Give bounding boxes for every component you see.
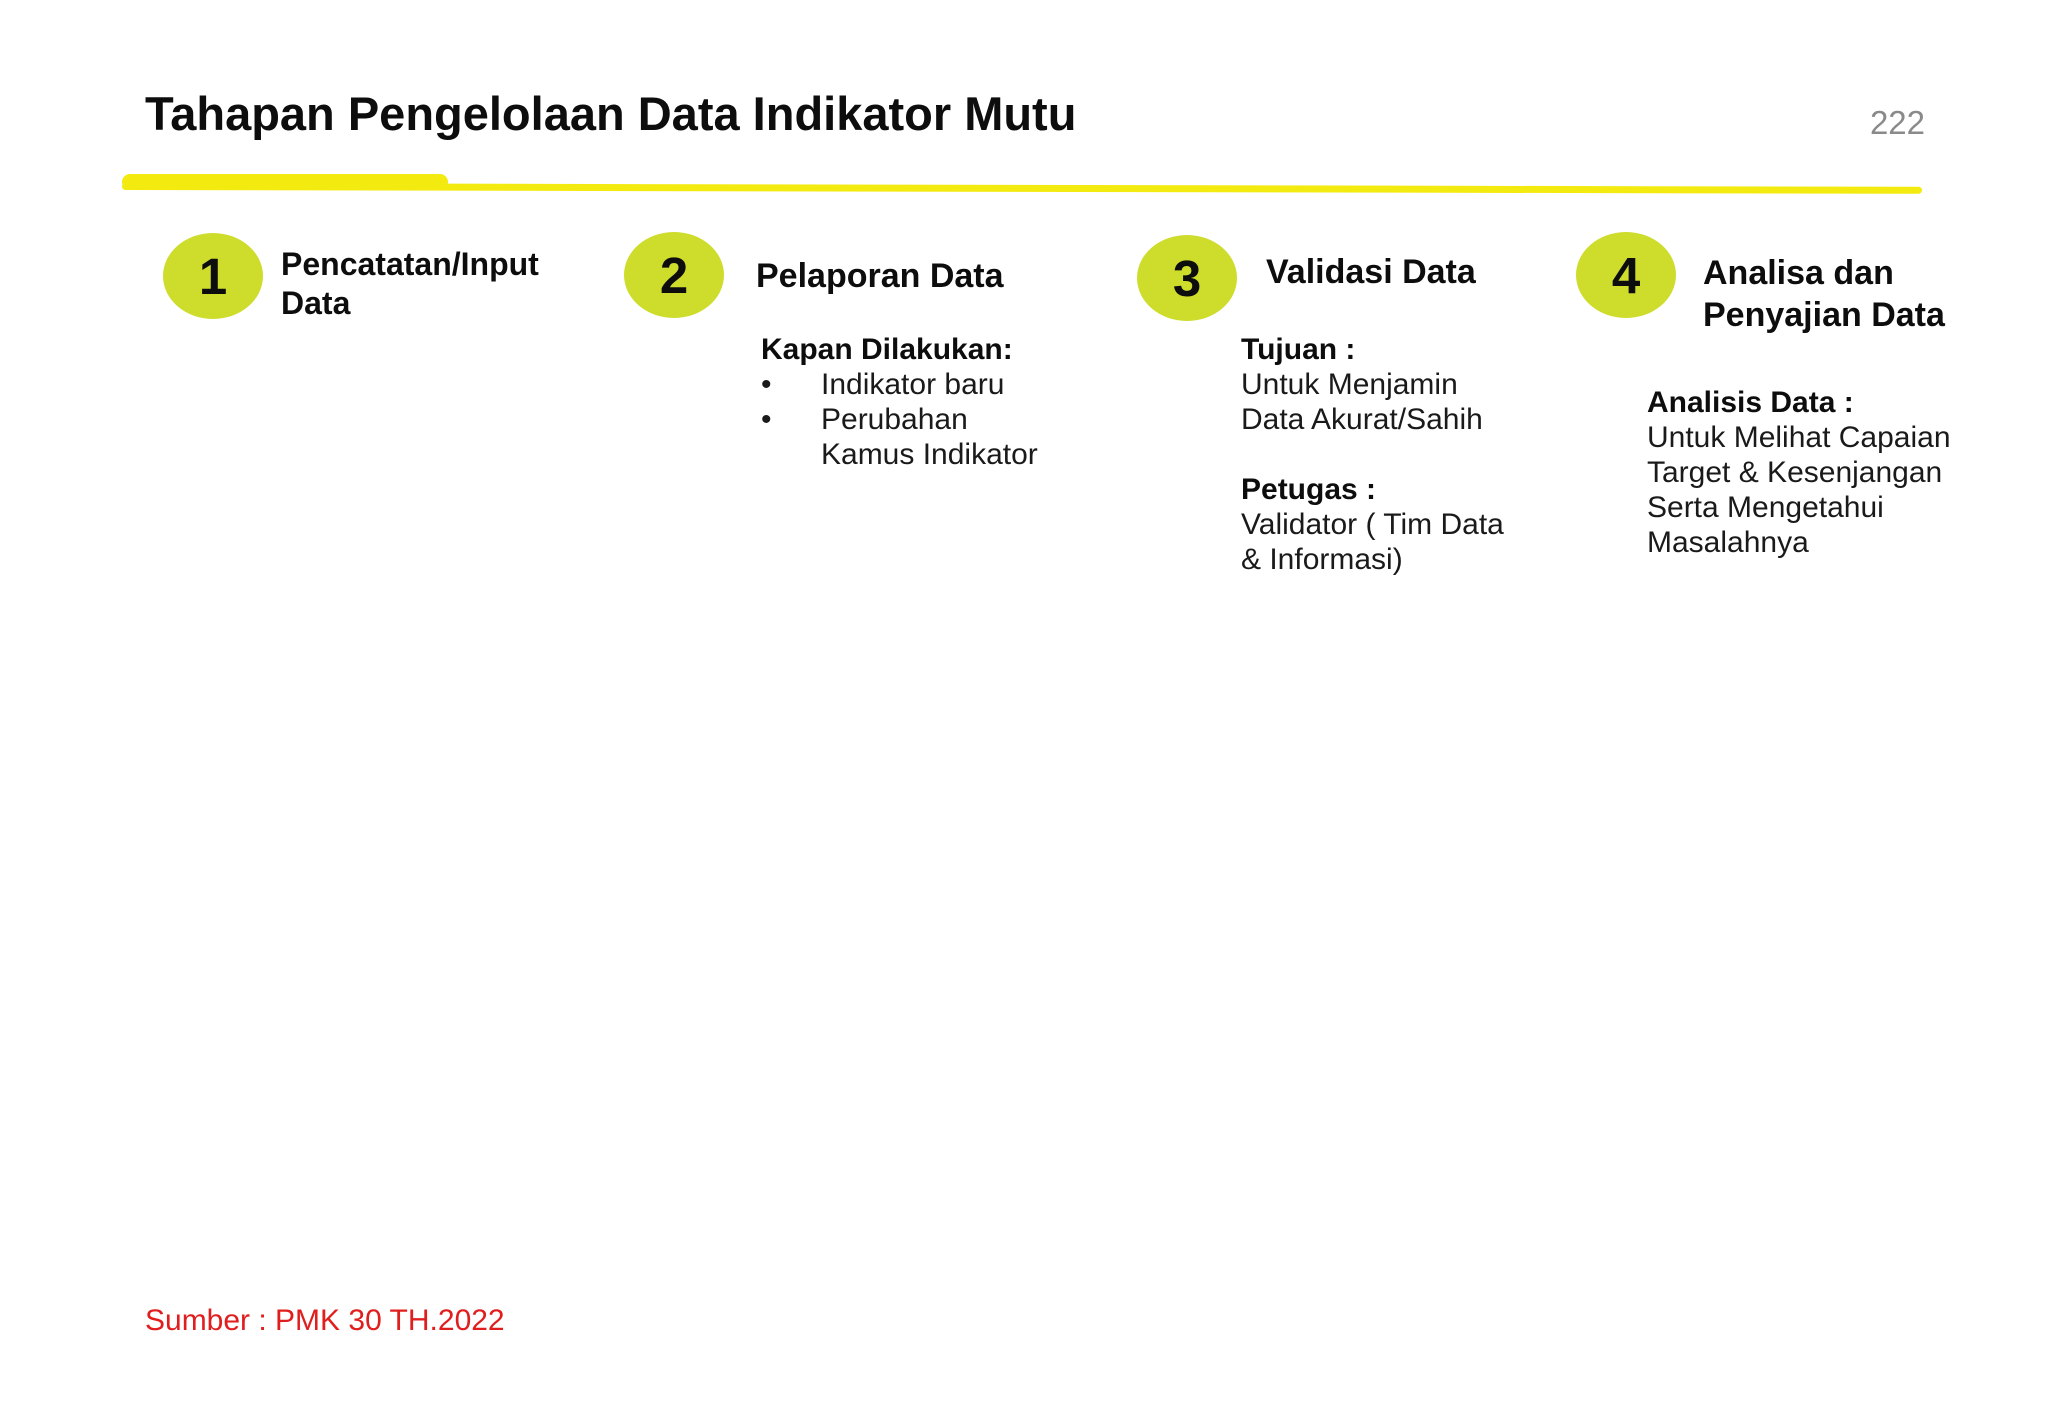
step-4-number: 4 [1611,246,1641,304]
step-1-number: 1 [198,247,228,305]
page-number: 222 [1869,104,1925,141]
list-item-text: Perubahan [821,403,968,436]
step-2-title: Pelaporan Data [756,257,1004,295]
step-3-heading-tujuan: Tujuan : [1241,333,1356,366]
step-3-number-circle [1137,235,1237,321]
step-3-petugas-line-1: Validator ( Tim Data [1241,508,1504,541]
step-3-tujuan-line-1: Untuk Menjamin [1241,368,1458,401]
step-2-number: 2 [659,246,689,304]
step-3-details [1241,332,1504,577]
step-3-heading-petugas: Petugas : [1241,473,1377,506]
list-item [761,402,1038,437]
bullet-icon: • [761,403,772,436]
step-4-title [1703,252,1945,336]
step-2-number-circle [624,232,724,318]
title-underline-accent [122,174,448,190]
step-1-title-line-1: Pencatatan/Input [281,246,539,282]
step-3-tujuan-line-2: Data Akurat/Sahih [1241,403,1483,436]
list-item-continuation [761,437,1038,472]
step-1-number-circle [163,233,263,319]
list-item-text: Indikator baru [821,368,1005,401]
step-4-number-circle [1576,232,1676,318]
step-4-heading: Analisis Data : [1647,386,1854,419]
list-item [761,367,1038,402]
step-4-line-3: Serta Mengetahui [1647,491,1884,524]
step-4-line-4: Masalahnya [1647,526,1809,559]
step-4-title-line-1: Analisa dan [1703,254,1894,292]
step-4-details [1647,385,1951,560]
step-2-heading: Kapan Dilakukan: [761,333,1013,366]
step-1-title [281,245,539,323]
bullet-icon: • [761,368,772,401]
list-item-text: Kamus Indikator [821,438,1038,471]
page-title: Tahapan Pengelolaan Data Indikator Mutu [145,87,1077,140]
step-3-title: Validasi Data [1266,253,1476,291]
step-1-title-line-2: Data [281,285,351,321]
step-4-title-line-2: Penyajian Data [1703,296,1945,334]
step-4-line-1: Untuk Melihat Capaian [1647,421,1951,454]
step-2-details [761,332,1038,472]
step-3-petugas-line-2: & Informasi) [1241,543,1403,576]
step-3-number: 3 [1172,249,1202,307]
source-note: Sumber : PMK 30 TH.2022 [145,1304,505,1337]
spacer [1241,437,1504,472]
step-4-line-2: Target & Kesenjangan [1647,456,1943,489]
